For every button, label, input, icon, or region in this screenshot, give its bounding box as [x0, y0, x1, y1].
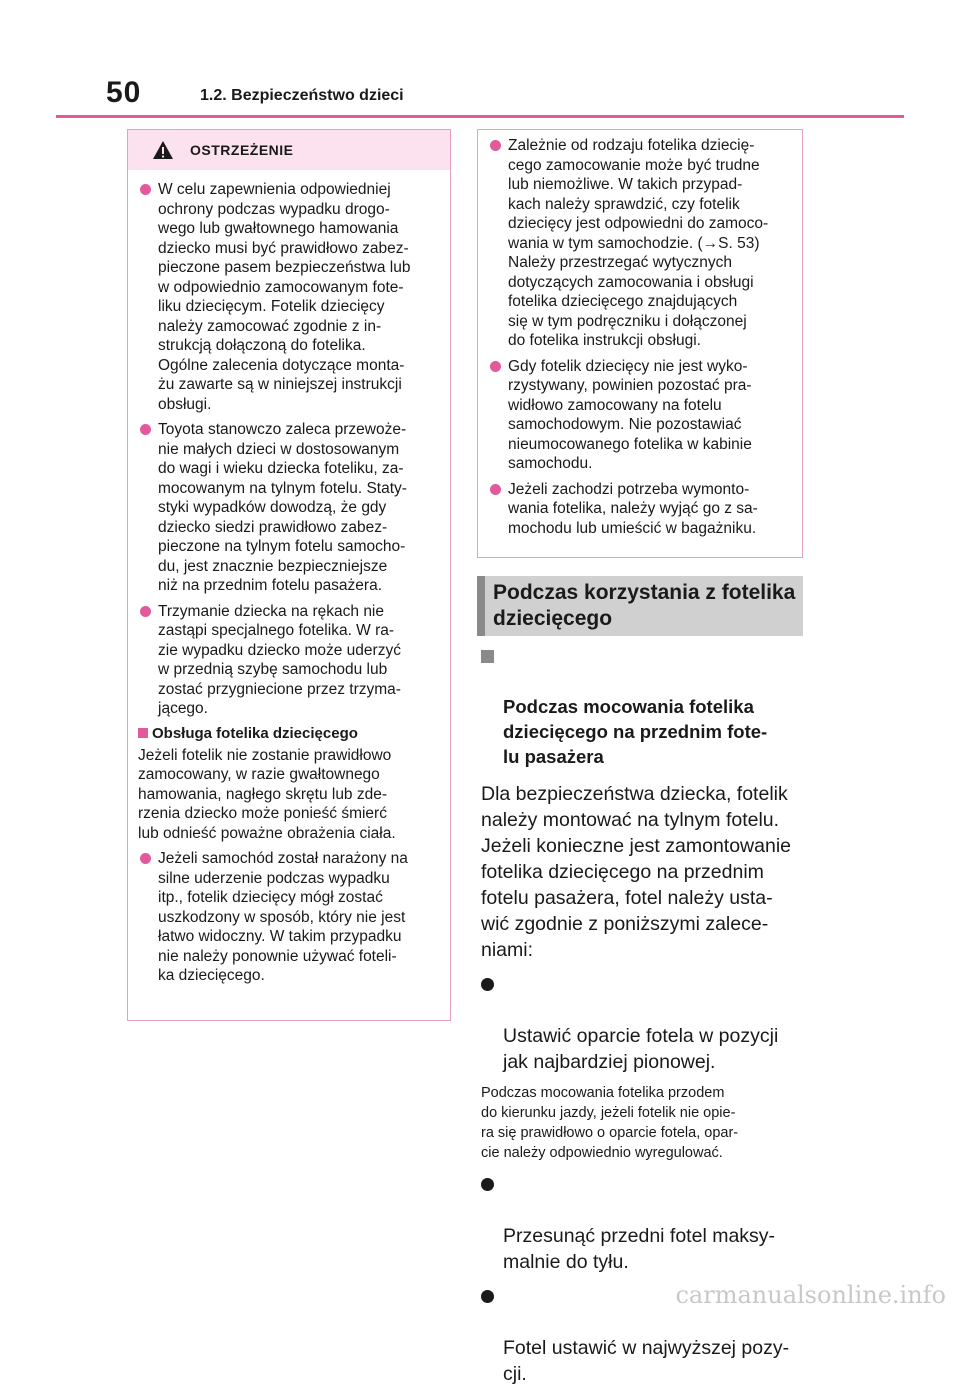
bullet-dot-icon [140, 606, 151, 617]
page-header [0, 0, 960, 120]
bullet-dot-icon [481, 1178, 494, 1191]
main-paragraph: Dla bezpieczeństwa dziecka, fotelik należy montować na tylnym fotelu. Jeżeli konieczne jest zamontowanie fotelika dziecięcego na przednim fotelu pasażera, fotel należy usta- wić zgodnie z poniższymi zalece- niami: [481, 783, 792, 961]
main-subheading [481, 644, 805, 769]
warning-header [128, 130, 450, 170]
bullet-dot-icon [481, 1290, 494, 1303]
warning-subheading [138, 725, 444, 742]
continuation-item [488, 357, 796, 474]
watermark: carmanualsonline.info [675, 1281, 946, 1309]
bullet-dot-icon [140, 424, 151, 435]
continuation-item-text: Jeżeli zachodzi potrzeba wymonto- wania fotelika, należy wyjąć go z sa- mochodu lub umieścić w bagażniku. [508, 480, 758, 537]
warning-sub-item-text: Jeżeli samochód został narażony na silne uderzenie podczas wypadku itp., fotelik dziecięcy mógł zostać uszkodzony w sposób, który nie jest łatwo widoczny. W takim przypadku nie należy ponownie używać foteli- ka dziecięcego. [158, 850, 408, 984]
square-bullet-icon [481, 650, 494, 663]
continuation-item [488, 136, 796, 351]
warning-triangle-icon [152, 140, 174, 160]
step-note: Podczas mocowania fotelika przodem do kierunku jazdy, jeżeli fotelik nie opie- ra się prawidłowo o oparcie fotela, opar- cie należy odpowiednio wyregulować. [481, 1085, 739, 1161]
banner-accent-bar [477, 576, 485, 636]
main-subheading-text: Podczas mocowania fotelika dziecięcego na przednim fote- lu pasażera [503, 696, 768, 767]
warning-continuation-body [478, 130, 802, 538]
square-bullet-icon [138, 728, 148, 738]
warning-item [138, 420, 444, 596]
warning-list [138, 180, 444, 719]
warning-sub-text: Jeżeli fotelik nie zostanie prawidłowo zamocowany, w razie gwałtownego hamowania, nagłego skrętu lub zde- rzenia dziecko może ponieść śmierć lub odnieść poważne obrażenia ciała. [138, 746, 396, 842]
main-content [481, 644, 805, 1387]
warning-continuation-box [477, 129, 803, 558]
bullet-dot-icon [140, 184, 151, 195]
warning-item-text: Toyota stanowczo zaleca przewoże- nie małych dzieci w dostosowanym do wagi i wieku dziecka foteliku, za- mocowanym na tylnym fotelu. Staty- styki wypadków dowodzą, że gdy dziecko siedzi prawidłowo zabez- pieczone na tylnym fotelu samocho- du, jest znacznie bezpieczniejsze niż na przednim fotelu pasażera. [158, 421, 407, 594]
bullet-dot-icon [490, 484, 501, 495]
section-banner [477, 576, 803, 636]
warning-item [138, 180, 444, 414]
warning-box [127, 129, 451, 1021]
warning-sub-item [138, 849, 444, 986]
step-item [481, 1171, 805, 1275]
banner-title: Podczas korzystania z fotelika dziecięcego [493, 581, 796, 630]
warning-title: OSTRZEŻENIE [190, 142, 294, 158]
continuation-list [488, 136, 796, 538]
warning-body [128, 170, 450, 986]
step-text: Fotel ustawić w najwyższej pozy- cji. [503, 1337, 790, 1385]
page-number: 50 [106, 76, 142, 109]
section-title: 1.2. Bezpieczeństwo dzieci [200, 87, 404, 104]
continuation-item-text: Zależnie od rodzaju fotelika dziecię- cego zamocowanie może być trudne lub niemożliwe. W takich przypad- kach należy sprawdzić, czy fotelik dziecięcy jest odpowiedni do zamoco- wania w tym samochodzie. (→S. 53) Należy przestrzegać wytycznych dotyczących zamocowania i obsługi fotelika dziecięcego znajdujących się w tym podręczniku i dołączonej do fotelika instrukcji obsługi. [508, 137, 769, 349]
step-item [481, 971, 805, 1075]
warning-item [138, 602, 444, 719]
warning-item-text: W celu zapewnienia odpowiedniej ochrony podczas wypadku drogo- wego lub gwałtownego hamowania dziecko musi być prawidłowo zabez- pieczone pasem bezpieczeństwa lub w odpowiednio zamocowanym fote- liku dziecięcym. Fotelik dziecięcy należy zamocować zgodnie z in- strukcją dołączoną do fotelika. Ogólne zalecenia dotyczące monta- żu zawarte są w niniejszej instrukcji obsługi. [158, 181, 411, 413]
step-text: Przesunąć przedni fotel maksy- malnie do tyłu. [503, 1225, 776, 1273]
step-text: Ustawić oparcie fotela w pozycji jak najbardziej pionowej. [503, 1025, 779, 1073]
continuation-item-text: Gdy fotelik dziecięcy nie jest wyko- rzystywany, powinien pozostać pra- widłowo zamocowany na fotelu samochodowym. Nie pozostawiać nieumocowanego fotelika w kabinie samochodu. [508, 357, 752, 472]
warning-item-text: Trzymanie dziecka na rękach nie zastąpi specjalnego fotelika. W ra- zie wypadku dziecko może uderzyć w przednią szybę samochodu lub zostać przygniecione przez trzyma- jącego. [158, 602, 401, 717]
header-divider [56, 115, 904, 118]
bullet-dot-icon [490, 361, 501, 372]
bullet-dot-icon [490, 140, 501, 151]
bullet-dot-icon [140, 853, 151, 864]
warning-subheading-text: Obsługa fotelika dziecięcego [152, 724, 358, 742]
continuation-item [488, 480, 796, 539]
bullet-dot-icon [481, 978, 494, 991]
